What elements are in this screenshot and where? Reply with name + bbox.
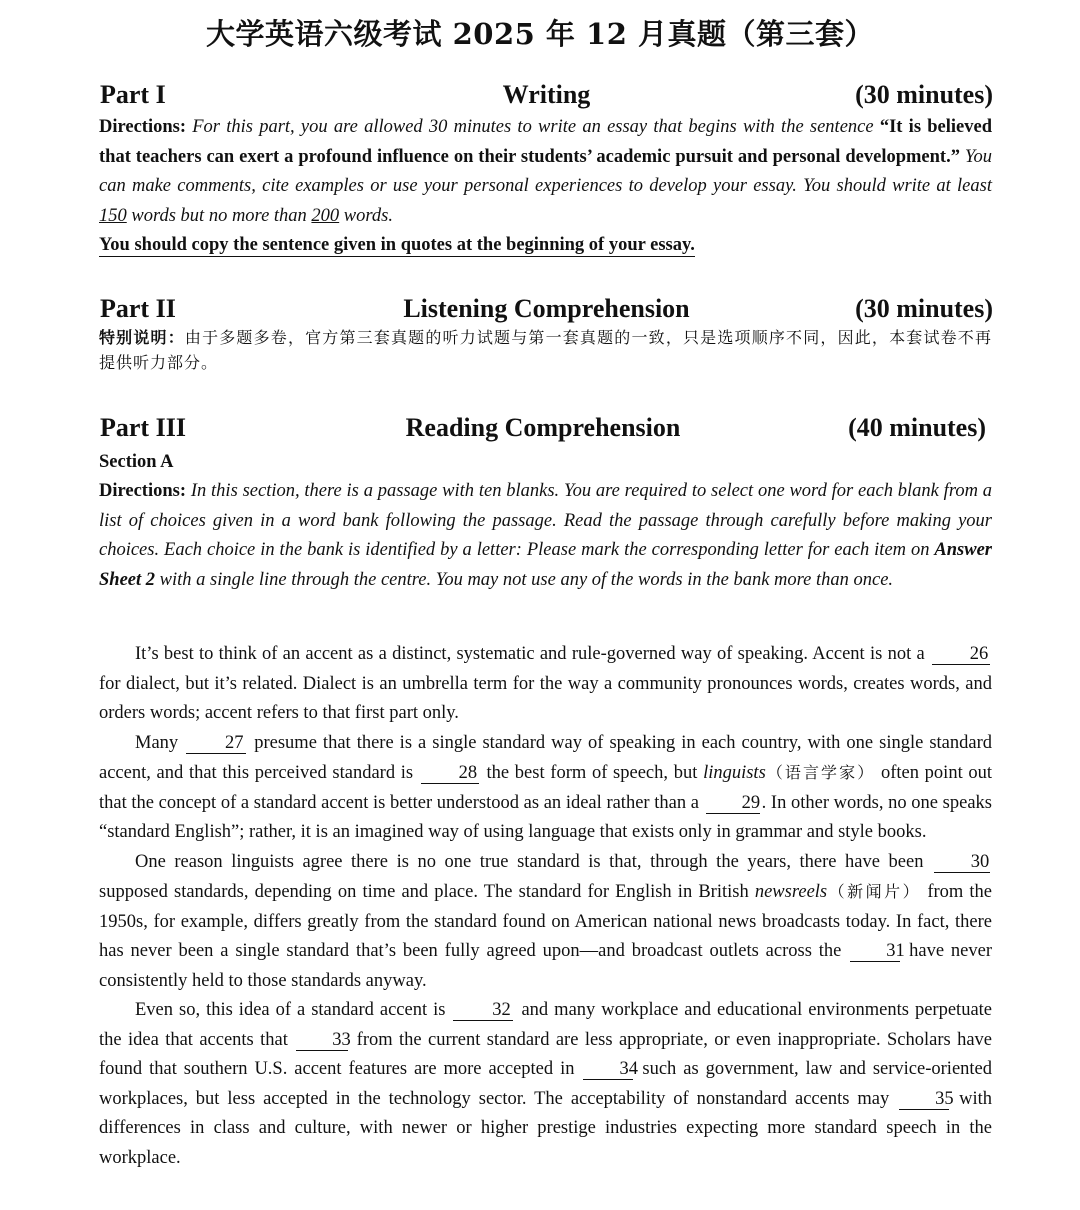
blank-35: 35 xyxy=(899,1089,949,1110)
passage-text: from the current standard are less appropriate, or even inappropriate. Scholars have found that southern U.S. accent features are more accepted in xyxy=(99,1029,992,1079)
passage-paragraph-1 xyxy=(99,640,992,729)
part3-time: (40 minutes) xyxy=(848,413,986,442)
part2-time: (30 minutes) xyxy=(855,294,993,323)
passage-paragraph-2 xyxy=(99,729,992,848)
part1-directions xyxy=(99,113,992,261)
part1-directions-text-3: words but no more than xyxy=(131,205,307,226)
part3-directions-text-2: with a single line through the centre. You may not use any of the words in the bank more than once. xyxy=(159,569,894,590)
passage-text: with differences in class and culture, with newer or higher prestige industries expecting more standard speech in the workplace. xyxy=(99,1088,993,1168)
blank-30: 30 xyxy=(934,852,990,873)
part1-copy-note: You should copy the sentence given in quotes at the beginning of your essay. xyxy=(99,235,695,255)
part1-number: Part I xyxy=(100,80,166,109)
passage-text: often point out that the concept of a standard accent is better understood as an ideal rather than a xyxy=(99,763,993,813)
part1-directions-text-2: You can make comments, cite examples or use your personal experiences to develop your essay. You should write at least xyxy=(99,146,992,196)
part1-directions-text-1: For this part, you are allowed 30 minutes to write an essay that begins with the sentence xyxy=(192,117,874,137)
blank-27: 27 xyxy=(186,733,246,754)
passage-gloss: （新闻片） xyxy=(827,882,922,901)
part1-max-words: 200 xyxy=(311,205,340,226)
part1-min-words: 150 xyxy=(99,205,127,226)
part1-name: Writing xyxy=(502,80,591,109)
passage-paragraph-4 xyxy=(99,996,992,1173)
part2-header xyxy=(100,294,993,326)
section-a-heading: Section A xyxy=(99,452,174,472)
passage-text: for dialect, but it’s related. Dialect is an umbrella term for the way a community pronounces words, creates words, and orders words; accent refers to that first part only. xyxy=(99,673,992,723)
passage-text: the best form of speech, but xyxy=(486,763,698,783)
passage-text: such as government, law and service-oriented workplaces, but less accepted in the technology sector. The acceptability of nonstandard accents may xyxy=(99,1059,993,1109)
part1-header xyxy=(100,80,993,112)
passage-gloss: （语言学家） xyxy=(765,763,876,782)
page-title: 大学英语六级考试 2025 年 12 月真题（第三套） xyxy=(206,17,874,51)
passage-text: . In other words, no one speaks “standard English”; rather, it is an imagined way of using language that exists only in grammar and style books. xyxy=(99,792,993,842)
passage-text: One reason linguists agree there is no one true standard is that, through the years, there have been xyxy=(135,851,924,872)
passage-text: have never consistently held to those standards anyway. xyxy=(99,941,992,991)
part2-note xyxy=(99,325,992,375)
part2-number: Part II xyxy=(100,294,176,323)
passage-text: Many xyxy=(135,732,179,753)
part1-directions-label: Directions: xyxy=(99,117,186,137)
blank-28: 28 xyxy=(421,763,479,784)
passage-term-linguists: linguists xyxy=(703,763,766,783)
passage-text: presume that there is a single standard way of speaking in each country, with one single standard accent, and that this perceived standard is xyxy=(99,732,993,783)
part1-time: (30 minutes) xyxy=(855,80,993,109)
part3-name: Reading Comprehension xyxy=(405,413,681,442)
part2-note-label: 特别说明： xyxy=(99,328,185,347)
passage-text: It’s best to think of an accent as a distinct, systematic and rule-governed way of speaking. Accent is not a xyxy=(135,644,925,664)
passage-text: and many workplace and educational environments perpetuate the idea that accents that xyxy=(99,1000,993,1050)
blank-29: 29 xyxy=(706,793,760,814)
part3-directions-label: Directions: xyxy=(99,481,186,501)
blank-33: 33 xyxy=(296,1030,348,1051)
part3-directions xyxy=(99,477,992,595)
part1-directions-text-4: words. xyxy=(343,205,393,226)
part1-quote: “It is believed that teachers can exert a profound influence on their students’ academic pursuit and personal development.” xyxy=(99,117,992,167)
passage-paragraph-3 xyxy=(99,848,992,997)
blank-31: 31 xyxy=(850,941,900,962)
answer-sheet-ref: Answer Sheet 2 xyxy=(99,540,992,590)
part2-name: Listening Comprehension xyxy=(403,294,690,323)
passage-term-newsreels: newsreels xyxy=(754,882,828,902)
part3-directions-text-1: In this section, there is a passage with ten blanks. You are required to select one word for each blank from a list of choices given in a word bank following the passage. Read the passage through carefully before making your choices. Each choice in the bank is identified by a letter: Please mark the corresponding letter for each item on xyxy=(99,481,992,560)
blank-32: 32 xyxy=(453,1000,513,1021)
part3-number: Part III xyxy=(100,413,186,442)
passage-text: supposed standards, depending on time and place. The standard for English in British xyxy=(99,882,749,902)
part3-header xyxy=(100,413,986,445)
passage-text: Even so, this idea of a standard accent is xyxy=(135,1000,446,1020)
reading-passage xyxy=(99,640,992,1173)
passage-text: from the 1950s, for example, differs greatly from the standard found on American national news broadcasts today. In fact, there has never been a single standard that’s been fully agreed upon—and broadcast outlets across the xyxy=(99,882,993,961)
blank-26: 26 xyxy=(932,644,990,665)
blank-34: 34 xyxy=(583,1059,633,1080)
part2-note-text: 由于多题多卷，官方第三套真题的听力试题与第一套真题的一致，只是选项顺序不同，因此，本套试卷不再提供听力部分。 xyxy=(99,328,992,372)
